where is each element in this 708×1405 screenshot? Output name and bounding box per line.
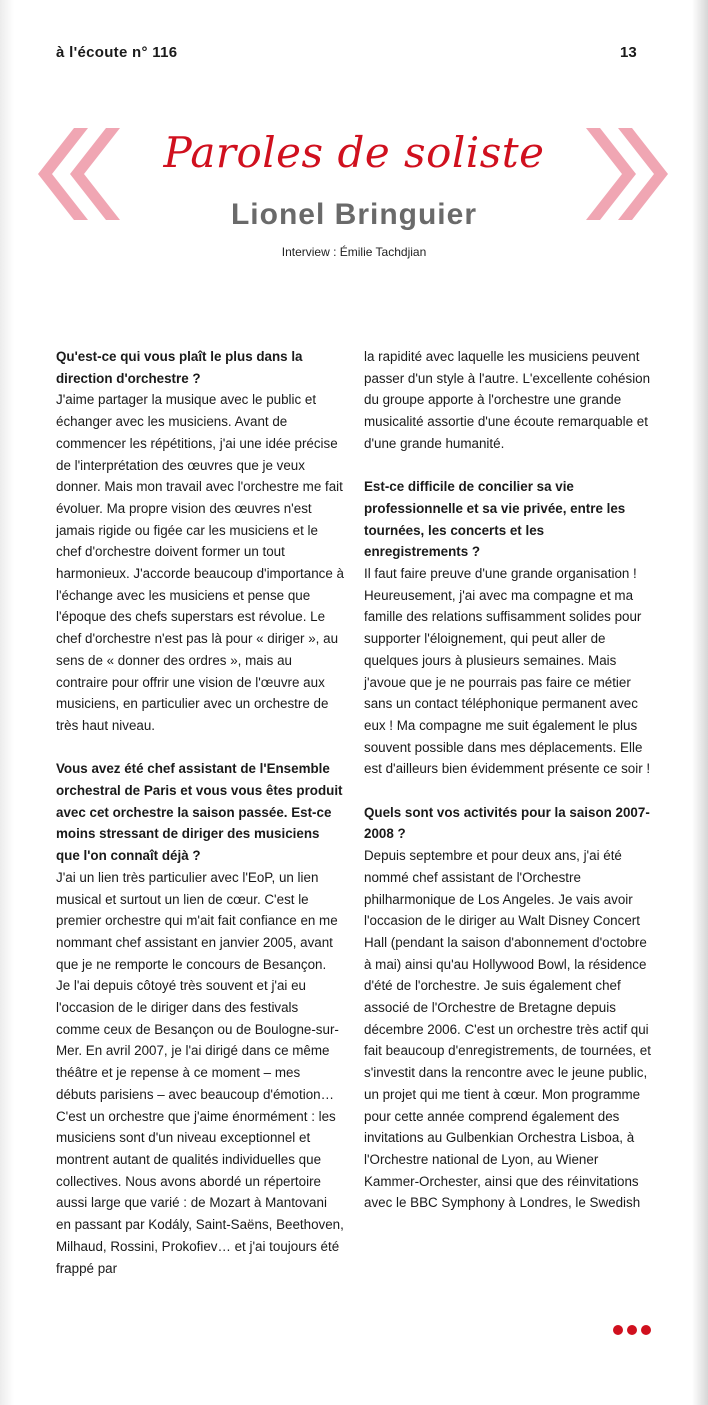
interview-question: Est-ce difficile de concilier sa vie professionnelle et sa vie privée, entre les tournées, les concerts et les enregistrements ? <box>364 479 626 560</box>
interview-answer: J'ai un lien très particulier avec l'EoP, un lien musical et surtout un lien de cœur. C'est le premier orchestre qui m'ait fait confiance en me nommant chef assistant en janvier 2005, avant que je ne remporte le concours de Besançon. Je l'ai depuis côtoyé très souvent et j'ai eu l'occasion de le diriger dans des festivals comme ceux de Besançon ou de Boulogne-sur-Mer. En avril 2007, je l'ai dirigé dans ce même théâtre et je repense à ce moment – mes débuts parisiens – avec beaucoup d'émotion… C'est un orchestre que j'aime énormément : les musiciens sont d'un niveau exceptionnel et montrent autant de qualités individuelles que collectives. Nous avons abordé un répertoire aussi large que varié : de Mozart à Mantovani en passant par Kodály, Saint-Saëns, Beethoven, Milhaud, Rossini, Prokofiev… et j'ai toujours été frappé par <box>56 869 344 1276</box>
left-column <box>56 346 344 1279</box>
three-dots-icon <box>613 1325 651 1335</box>
magazine-issue: à l'écoute n° 116 <box>56 44 178 61</box>
dot <box>613 1325 623 1335</box>
dot <box>641 1325 651 1335</box>
page-number: 13 <box>620 44 637 61</box>
interviewee-name: Lionel Bringuier <box>230 198 477 231</box>
interview-answer: la rapidité avec laquelle les musiciens peuvent passer d'un style à l'autre. L'excellente cohésion du groupe apporte à l'orchestre une grande musicalité assortie d'une écoute remarquable et d'une grande humanité. <box>364 349 651 451</box>
interview-answer: J'aime partager la musique avec le public et échanger avec les musiciens. Avant de commencer les répétitions, j'ai une idée précise de l'interprétation des œuvres que je veux donner. Mais mon travail avec l'orchestre me fait évoluer. Ma propre vision des œuvres n'est jamais rigide ou figée car les musiciens et le chef d'orchestre doivent former un tout harmonieux. J'accorde beaucoup d'importance à l'échange avec les musiciens et pense que l'époque des chefs superstars est révolue. Le chef d'orchestre n'est pas là pour « diriger », au sens de « donner des ordres », mais au contraire pour offrir une vision de l'œuvre aux musiciens, en particulier avec un orchestre de très haut niveau. <box>56 392 344 733</box>
interview-question: Quels sont vos activités pour la saison 2007-2008 ? <box>364 804 650 842</box>
interview-answer: Depuis septembre et pour deux ans, j'ai été nommé chef assistant de l'Orchestre philharmonique de Los Angeles. Je vais avoir l'occasion de le diriger au Walt Disney Concert Hall (pendant la saison d'abonnement d'octobre à mai) ainsi qu'au Hollywood Bowl, la résidence d'été de l'orchestre. Je suis également chef associé de l'Orchestre de Bretagne depuis décembre 2006. C'est un orchestre très actif qui fait beaucoup d'enregistrements, de tournées, et s'investit dans la rencontre avec le jeune public, un projet qui me tient à cœur. Mon programme pour cette année comprend également des invitations au Gulbenkian Orchestra Lisboa, à l'Orchestre national de Lyon, au Wiener Kammer-Orchester, ainsi que des réinvitations avec le BBC Symphony à Londres, le Swedish <box>364 848 651 1211</box>
interview-question: Qu'est-ce qui vous plaît le plus dans la direction d'orchestre ? <box>56 349 303 386</box>
interview-credit: Interview : Émilie Tachdjian <box>281 245 427 259</box>
paragraph-gap <box>364 455 652 477</box>
right-column <box>364 346 652 1214</box>
interview-question: Vous avez été chef assistant de l'Ensemble orchestral de Paris et vous vous êtes produit avec cet orchestre la saison passée. Est-ce moins stressant de diriger des musiciens que l'on connaît déjà ? <box>56 761 343 864</box>
section-title: Paroles de soliste <box>163 128 545 177</box>
dot <box>627 1325 637 1335</box>
paragraph-gap <box>56 737 344 759</box>
interview-answer: Il faut faire preuve d'une grande organisation ! Heureusement, j'ai avec ma compagne et ma famille des relations suffisamment solides pour supporter l'éloignement, qui peut aller de quelques jours à plusieurs semaines. Mais j'avoue que je ne pourrais pas faire ce métier sans un contact téléphonique permanent avec eux ! Ma compagne me suit également le plus souvent possible dans mes déplacements. Elle est d'ailleurs bien évidemment présente ce soir ! <box>364 566 651 777</box>
paragraph-gap <box>364 780 652 802</box>
